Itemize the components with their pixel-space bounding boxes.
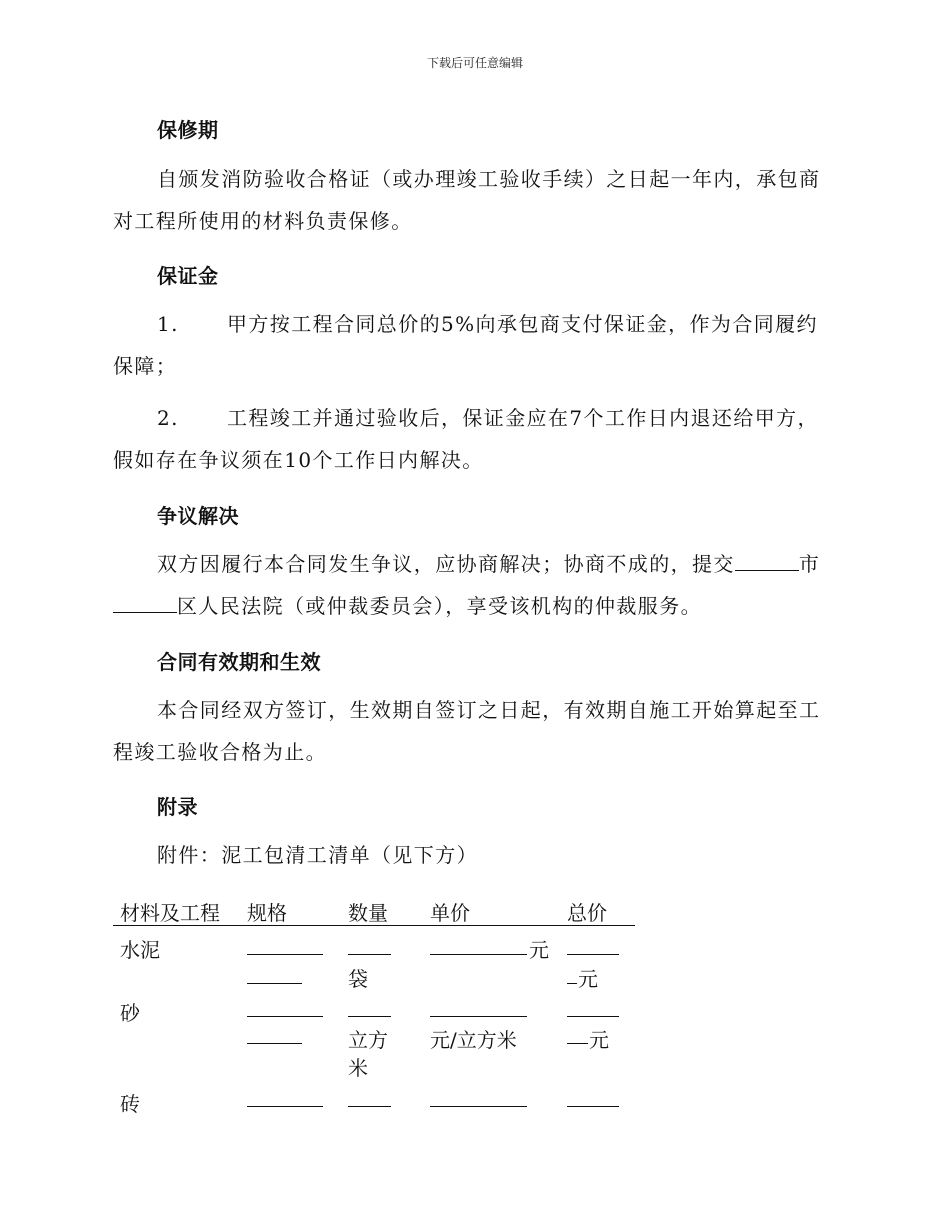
cement-unit-price-suffix: 元 bbox=[529, 938, 549, 962]
section-title-validity: 合同有效期和生效 bbox=[157, 650, 321, 674]
city-blank bbox=[735, 552, 799, 571]
section-title-dispute: 争议解决 bbox=[157, 504, 239, 528]
table-header-rule bbox=[113, 925, 635, 926]
table-row-brick-name: 砖 bbox=[120, 1092, 140, 1116]
brick-spec-blank bbox=[247, 1106, 323, 1107]
dispute-text-c: 区人民法院（或仲裁委员会），享受该机构的仲裁服务。 bbox=[177, 594, 702, 618]
dispute-paragraph bbox=[113, 543, 833, 627]
cement-total-blank-2 bbox=[567, 983, 577, 984]
cement-total-blank bbox=[567, 954, 619, 955]
deposit-item-2-text: 工程竣工并通过验收后，保证金应在7个工作日内退还给甲方，假如存在争议须在10个工作日内解决。 bbox=[113, 406, 819, 472]
dispute-text-a: 双方因履行本合同发生争议，应协商解决；协商不成的，提交 bbox=[157, 552, 735, 576]
brick-total-blank bbox=[567, 1106, 619, 1107]
sand-total-blank-2 bbox=[567, 1043, 588, 1044]
brick-qty-blank bbox=[348, 1106, 391, 1107]
sand-qty-unit-1: 立方 bbox=[348, 1028, 388, 1052]
deposit-item-2 bbox=[113, 397, 833, 481]
section-title-appendix: 附录 bbox=[157, 795, 198, 819]
cement-spec-blank-2 bbox=[247, 983, 302, 984]
sand-spec-blank bbox=[247, 1016, 323, 1017]
sand-spec-blank-2 bbox=[247, 1043, 302, 1044]
sand-unit-price-blank bbox=[430, 1016, 527, 1017]
table-row-cement-name: 水泥 bbox=[120, 938, 160, 962]
sand-qty-blank bbox=[348, 1016, 391, 1017]
section-title-warranty: 保修期 bbox=[157, 118, 219, 142]
deposit-item-1 bbox=[113, 303, 833, 387]
appendix-paragraph: 附件：泥工包清工清单（见下方） bbox=[157, 843, 478, 867]
deposit-item-1-text: 甲方按工程合同总价的5%向承包商支付保证金，作为合同履约保障； bbox=[113, 312, 818, 378]
sand-unit-price-unit: 元/立方米 bbox=[430, 1028, 517, 1052]
table-row-sand-name: 砂 bbox=[120, 1001, 140, 1025]
table-header-qty: 数量 bbox=[348, 901, 388, 925]
cement-unit-price-blank bbox=[430, 954, 527, 955]
sand-qty-unit-2: 米 bbox=[348, 1056, 368, 1080]
district-blank bbox=[113, 594, 177, 613]
deposit-item-2-number: 2. bbox=[157, 406, 179, 430]
brick-unit-price-blank bbox=[430, 1106, 527, 1107]
deposit-item-1-number: 1. bbox=[157, 312, 179, 336]
table-header-total: 总价 bbox=[567, 901, 607, 925]
table-header-spec: 规格 bbox=[247, 901, 287, 925]
cement-total-suffix: 元 bbox=[578, 967, 598, 991]
dispute-text-b: 市 bbox=[798, 552, 821, 576]
cement-qty-unit: 袋 bbox=[348, 967, 368, 991]
sand-total-blank bbox=[567, 1016, 619, 1017]
page-header-note: 下载后可任意编辑 bbox=[426, 56, 523, 70]
section-title-deposit: 保证金 bbox=[157, 264, 219, 288]
cement-spec-blank bbox=[247, 954, 323, 955]
table-header-unit-price: 单价 bbox=[430, 901, 470, 925]
sand-total-suffix: 元 bbox=[589, 1028, 609, 1052]
cement-qty-blank bbox=[348, 954, 391, 955]
validity-paragraph: 本合同经双方签订，生效期自签订之日起，有效期自施工开始算起至工程竣工验收合格为止。 bbox=[113, 698, 821, 764]
table-header-material: 材料及工程 bbox=[120, 901, 220, 925]
warranty-paragraph: 自颁发消防验收合格证（或办理竣工验收手续）之日起一年内，承包商对工程所使用的材料负责保修。 bbox=[113, 167, 821, 233]
